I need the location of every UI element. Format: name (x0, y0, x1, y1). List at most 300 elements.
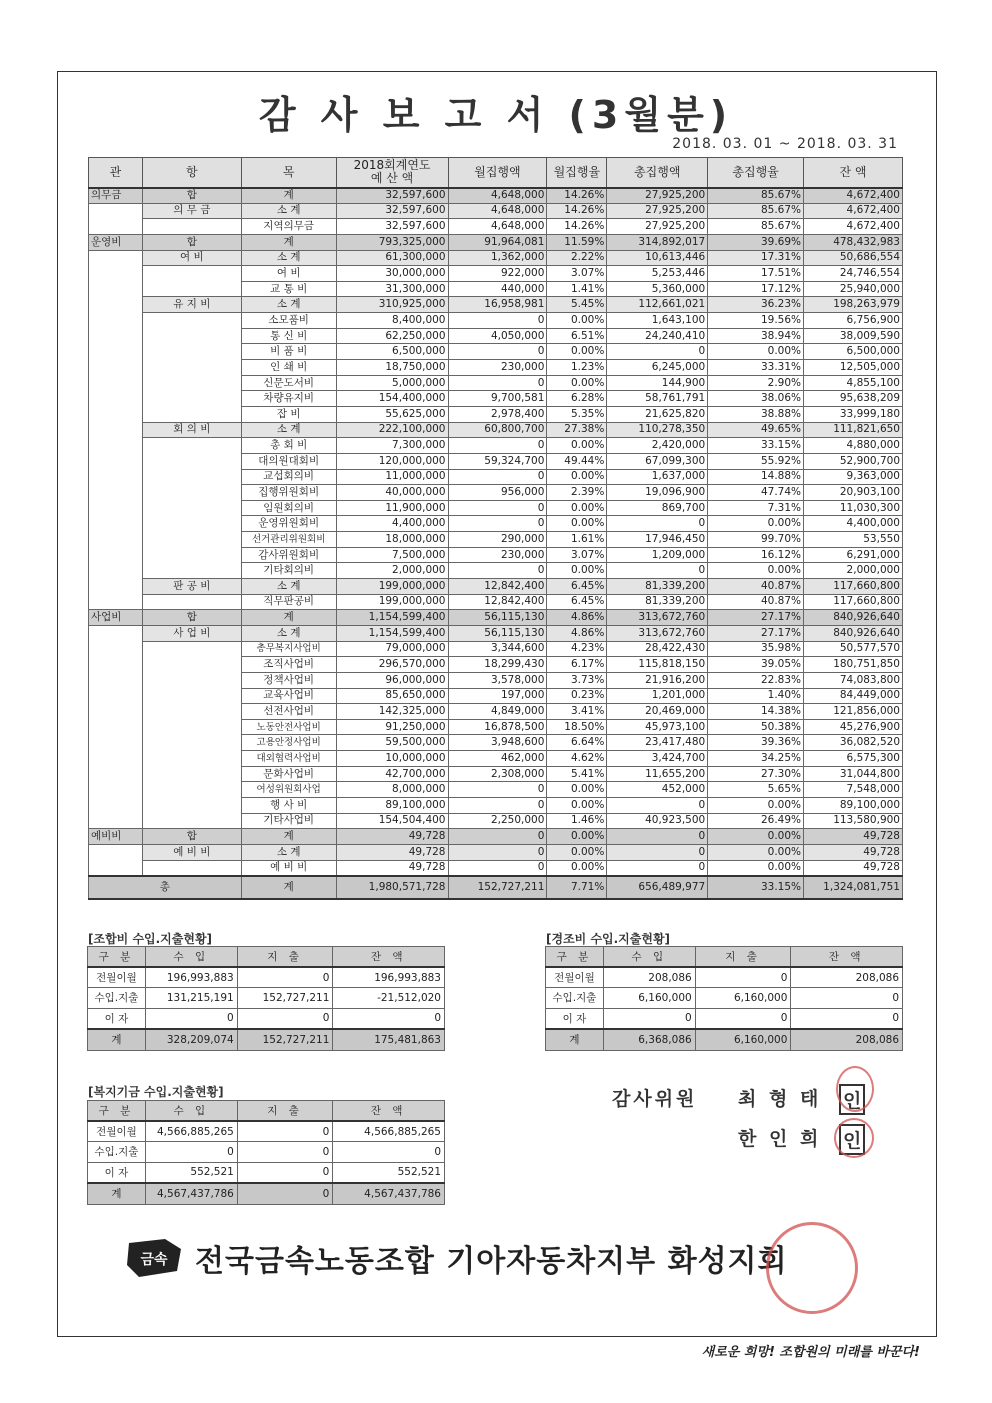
table-cell: 5.45% (547, 297, 607, 313)
table-cell: 2,000,000 (804, 563, 903, 579)
table-cell (89, 344, 143, 360)
table-cell: 16,878,500 (448, 719, 547, 735)
column-header: 수 입 (145, 1101, 237, 1122)
table-cell: 4,672,400 (804, 203, 903, 219)
table-cell (142, 219, 241, 235)
table-cell: 3,344,600 (448, 641, 547, 657)
table-cell: 소 계 (241, 422, 336, 438)
table-cell (89, 704, 143, 720)
table-cell: 84,449,000 (804, 688, 903, 704)
table-cell: 6,500,000 (804, 344, 903, 360)
table-cell: 7,500,000 (336, 547, 448, 563)
table-cell (89, 360, 143, 376)
table-cell: 예 비 비 (241, 860, 336, 876)
table-cell: 0 (448, 844, 547, 860)
table-cell: 49,728 (336, 829, 448, 845)
summary-cell: 552,521 (333, 1162, 445, 1183)
table-cell (142, 485, 241, 501)
table-cell (89, 813, 143, 829)
table-cell: 소 계 (241, 844, 336, 860)
table-cell: 38.94% (708, 328, 804, 344)
table-cell: 38,009,590 (804, 328, 903, 344)
table-cell: 67,099,300 (607, 453, 708, 469)
table-cell: 154,400,000 (336, 391, 448, 407)
table-cell: 11,655,200 (607, 766, 708, 782)
table-cell: 0.00% (547, 782, 607, 798)
table-cell: 5,253,446 (607, 266, 708, 282)
table-cell: 0.00% (708, 797, 804, 813)
column-header: 목 (241, 158, 336, 188)
table-cell: 소 계 (241, 203, 336, 219)
table-cell: 110,278,350 (607, 422, 708, 438)
table-cell (142, 704, 241, 720)
summary-cell: 전월이월 (88, 1121, 146, 1142)
table-cell: 지역의무금 (241, 219, 336, 235)
grand-total-cell: 33.15% (708, 876, 804, 899)
table-cell: 인 쇄 비 (241, 360, 336, 376)
table-cell: 91,250,000 (336, 719, 448, 735)
table-cell: 793,325,000 (336, 234, 448, 250)
table-cell (89, 860, 143, 876)
table-row (89, 657, 903, 673)
table-cell: 39.05% (708, 657, 804, 673)
table-cell: 계 (241, 610, 336, 626)
table-cell: 0.00% (708, 844, 804, 860)
table-row (89, 266, 903, 282)
table-cell: 36.23% (708, 297, 804, 313)
table-cell: 18,000,000 (336, 532, 448, 548)
table-cell: 대외협력사업비 (241, 751, 336, 767)
summary-cell: 208,086 (791, 967, 903, 988)
table-cell (142, 813, 241, 829)
summary-cell: 이 자 (88, 1162, 146, 1183)
summary-cell: 0 (237, 1121, 332, 1142)
table-cell: 11,030,300 (804, 500, 903, 516)
table-cell: 18.50% (547, 719, 607, 735)
table-cell: 26.49% (708, 813, 804, 829)
table-cell: 23,417,480 (607, 735, 708, 751)
table-cell: 113,580,900 (804, 813, 903, 829)
table-cell: 1,209,000 (607, 547, 708, 563)
table-cell (89, 469, 143, 485)
table-cell (142, 641, 241, 657)
union-logo-icon (125, 1237, 185, 1279)
table-cell: 0.00% (547, 313, 607, 329)
table-cell: 6,756,900 (804, 313, 903, 329)
summary-cell: 0 (237, 1142, 332, 1163)
table-row (89, 751, 903, 767)
table-cell: 계 (241, 188, 336, 204)
summary-cell: 0 (791, 988, 903, 1009)
table-cell: 0.00% (708, 860, 804, 876)
table-cell (142, 782, 241, 798)
condolence-title: [경조비 수입.지출현황] (546, 932, 671, 946)
table-cell (142, 860, 241, 876)
logo-text: 금속 (140, 1252, 168, 1268)
table-cell: 유 지 비 (142, 297, 241, 313)
table-cell: 440,000 (448, 281, 547, 297)
table-cell: 27.17% (708, 610, 804, 626)
table-cell: 40.87% (708, 579, 804, 595)
summary-cell: 0 (145, 1142, 237, 1163)
table-cell: 17.51% (708, 266, 804, 282)
table-cell: 0 (448, 313, 547, 329)
table-cell (89, 297, 143, 313)
table-cell (89, 406, 143, 422)
table-cell: 111,821,650 (804, 422, 903, 438)
table-cell: 여 비 (142, 250, 241, 266)
table-cell: 6.28% (547, 391, 607, 407)
table-cell: 4,855,100 (804, 375, 903, 391)
summary-cell: 0 (695, 1008, 791, 1029)
summary-row (88, 1162, 445, 1183)
summary-total-cell: 0 (237, 1183, 332, 1205)
table-cell: 4,672,400 (804, 219, 903, 235)
grand-total-cell: 152,727,211 (448, 876, 547, 899)
table-cell: 198,263,979 (804, 297, 903, 313)
table-cell: 49,728 (804, 844, 903, 860)
table-cell: 0.00% (547, 344, 607, 360)
table-cell: 32,597,600 (336, 219, 448, 235)
table-cell: 230,000 (448, 547, 547, 563)
table-cell (89, 797, 143, 813)
table-cell: 32,597,600 (336, 188, 448, 204)
table-cell: 총무복지사업비 (241, 641, 336, 657)
table-cell (142, 281, 241, 297)
summary-cell: 131,215,191 (145, 988, 237, 1009)
table-cell: 합 (142, 610, 241, 626)
table-cell: 14.26% (547, 203, 607, 219)
table-cell: 52,900,700 (804, 453, 903, 469)
table-cell: 112,661,021 (607, 297, 708, 313)
table-cell: 0 (607, 844, 708, 860)
table-cell: 462,000 (448, 751, 547, 767)
table-cell (142, 532, 241, 548)
table-cell: 27.17% (708, 625, 804, 641)
table-row (89, 203, 903, 219)
table-cell: 49.65% (708, 422, 804, 438)
table-cell: 1,154,599,400 (336, 625, 448, 641)
table-row (89, 344, 903, 360)
table-cell: 0.00% (547, 860, 607, 876)
table-cell: 2,308,000 (448, 766, 547, 782)
table-cell: 4,648,000 (448, 203, 547, 219)
table-cell: 452,000 (607, 782, 708, 798)
table-cell: 24,240,410 (607, 328, 708, 344)
column-header: 구 분 (88, 947, 146, 968)
table-cell: 4,648,000 (448, 188, 547, 204)
table-cell: 소모품비 (241, 313, 336, 329)
table-cell: 7.31% (708, 500, 804, 516)
red-seal-2-icon (834, 1118, 874, 1158)
column-header: 총집행액 (607, 158, 708, 188)
table-cell: 840,926,640 (804, 610, 903, 626)
table-cell: 62,250,000 (336, 328, 448, 344)
table-cell: 25,940,000 (804, 281, 903, 297)
grand-total-cell: 1,324,081,751 (804, 876, 903, 899)
table-row (89, 297, 903, 313)
table-cell: 49,728 (336, 860, 448, 876)
summary-cell: 0 (237, 1008, 333, 1029)
table-cell: 17.12% (708, 281, 804, 297)
table-cell: 4,880,000 (804, 438, 903, 454)
table-cell: 1,362,000 (448, 250, 547, 266)
table-row (89, 250, 903, 266)
table-cell: 6,291,000 (804, 547, 903, 563)
table-cell (89, 313, 143, 329)
table-row (89, 313, 903, 329)
table-cell: 4,648,000 (448, 219, 547, 235)
table-row (89, 188, 903, 204)
table-cell: 39.69% (708, 234, 804, 250)
table-cell: 집행위원회비 (241, 485, 336, 501)
table-cell: 신문도서비 (241, 375, 336, 391)
table-cell (142, 672, 241, 688)
table-cell: 12,842,400 (448, 579, 547, 595)
summary-cell: 0 (791, 1008, 903, 1029)
table-cell: 20,903,100 (804, 485, 903, 501)
table-cell: 0 (607, 516, 708, 532)
table-cell: 3.07% (547, 266, 607, 282)
table-cell (89, 281, 143, 297)
grand-total-label: 총 (89, 876, 242, 899)
table-cell: 18,750,000 (336, 360, 448, 376)
table-cell: 55,625,000 (336, 406, 448, 422)
table-cell: 합 (142, 234, 241, 250)
table-cell: 11,900,000 (336, 500, 448, 516)
table-cell: 정책사업비 (241, 672, 336, 688)
table-cell: 0 (607, 563, 708, 579)
table-cell (89, 594, 143, 610)
table-cell: 45,276,900 (804, 719, 903, 735)
table-cell: 53,550 (804, 532, 903, 548)
table-cell: 총 회 비 (241, 438, 336, 454)
table-cell: 24,746,554 (804, 266, 903, 282)
table-cell: 1.40% (708, 688, 804, 704)
table-cell: 0 (448, 797, 547, 813)
table-cell: 기타회의비 (241, 563, 336, 579)
table-cell: 선전사업비 (241, 704, 336, 720)
table-row (89, 844, 903, 860)
table-cell: 117,660,800 (804, 579, 903, 595)
table-cell: 55.92% (708, 453, 804, 469)
table-row (89, 829, 903, 845)
table-cell: 4.86% (547, 625, 607, 641)
table-cell: 7,548,000 (804, 782, 903, 798)
table-cell (142, 469, 241, 485)
table-cell: 39.36% (708, 735, 804, 751)
table-cell (89, 625, 143, 641)
table-cell (142, 453, 241, 469)
table-cell: 3.41% (547, 704, 607, 720)
summary-cell: 552,521 (145, 1162, 237, 1183)
summary-cell: -21,512,020 (333, 988, 445, 1009)
table-cell: 230,000 (448, 360, 547, 376)
column-header: 2018회계연도 예 산 액 (336, 158, 448, 188)
table-cell: 행 사 비 (241, 797, 336, 813)
table-cell (142, 344, 241, 360)
table-cell: 교섭회의비 (241, 469, 336, 485)
welfare-fund-table (87, 1100, 445, 1205)
table-cell: 2,978,400 (448, 406, 547, 422)
column-header: 구 분 (546, 947, 604, 968)
table-row (89, 422, 903, 438)
table-cell (89, 766, 143, 782)
red-seal-1-icon (836, 1066, 874, 1112)
table-row (89, 672, 903, 688)
table-cell (142, 328, 241, 344)
table-cell: 합 (142, 188, 241, 204)
table-cell (89, 688, 143, 704)
table-cell: 222,100,000 (336, 422, 448, 438)
summary-total-cell: 4,567,437,786 (145, 1183, 237, 1205)
table-cell: 17,946,450 (607, 532, 708, 548)
summary-cell: 수입.지출 (88, 988, 146, 1009)
table-cell: 4.23% (547, 641, 607, 657)
table-cell: 3.07% (547, 547, 607, 563)
column-header: 지 출 (237, 1101, 332, 1122)
table-cell: 계 (241, 829, 336, 845)
table-cell: 0 (607, 797, 708, 813)
summary-cell: 4,566,885,265 (145, 1121, 237, 1142)
table-row (89, 328, 903, 344)
table-cell: 50,686,554 (804, 250, 903, 266)
summary-total-cell: 계 (88, 1029, 146, 1051)
table-row (89, 547, 903, 563)
table-cell: 합 (142, 829, 241, 845)
table-cell: 여성위원회사업 (241, 782, 336, 798)
table-cell: 21,916,200 (607, 672, 708, 688)
table-row (89, 719, 903, 735)
table-row (89, 813, 903, 829)
summary-cell: 208,086 (603, 967, 695, 988)
table-cell: 27,925,200 (607, 219, 708, 235)
table-cell: 0 (448, 860, 547, 876)
table-row (89, 594, 903, 610)
summary-total-cell: 6,160,000 (695, 1029, 791, 1051)
table-cell: 의무금 (89, 188, 143, 204)
table-cell: 31,300,000 (336, 281, 448, 297)
table-row (89, 281, 903, 297)
table-cell: 840,926,640 (804, 625, 903, 641)
table-cell: 0 (607, 860, 708, 876)
table-cell: 33.31% (708, 360, 804, 376)
table-cell: 3,424,700 (607, 751, 708, 767)
table-cell: 199,000,000 (336, 594, 448, 610)
table-cell (89, 844, 143, 860)
table-cell: 6,500,000 (336, 344, 448, 360)
summary-cell: 0 (145, 1008, 237, 1029)
table-cell: 14.26% (547, 188, 607, 204)
table-cell (89, 719, 143, 735)
grand-total-cell: 7.71% (547, 876, 607, 899)
summary-cell: 수입.지출 (546, 988, 604, 1009)
table-cell: 2.22% (547, 250, 607, 266)
table-row (89, 375, 903, 391)
table-cell: 0 (607, 344, 708, 360)
table-cell: 10,000,000 (336, 751, 448, 767)
table-cell: 1.46% (547, 813, 607, 829)
table-cell (142, 751, 241, 767)
table-cell: 1.41% (547, 281, 607, 297)
table-cell: 0.00% (708, 344, 804, 360)
summary-cell: 이 자 (546, 1008, 604, 1029)
table-cell: 19.56% (708, 313, 804, 329)
table-cell: 0.00% (547, 844, 607, 860)
table-cell: 27,925,200 (607, 188, 708, 204)
table-cell: 6.51% (547, 328, 607, 344)
table-cell: 6.45% (547, 579, 607, 595)
column-header: 관 (89, 158, 143, 188)
table-cell: 선거관리위원회비 (241, 532, 336, 548)
column-header: 지 출 (237, 947, 333, 968)
table-cell: 30,000,000 (336, 266, 448, 282)
table-cell: 313,672,760 (607, 610, 708, 626)
table-cell: 9,363,000 (804, 469, 903, 485)
grand-total-label: 계 (241, 876, 336, 899)
table-cell: 19,096,900 (607, 485, 708, 501)
table-cell: 27,925,200 (607, 203, 708, 219)
table-cell: 7,300,000 (336, 438, 448, 454)
column-header: 월집행율 (547, 158, 607, 188)
slogan: 새로운 희망! 조합원의 미래를 바꾼다! (701, 1345, 920, 1360)
table-cell: 0.00% (547, 516, 607, 532)
table-cell: 4,050,000 (448, 328, 547, 344)
table-row (89, 797, 903, 813)
table-cell: 47.74% (708, 485, 804, 501)
table-cell: 58,761,791 (607, 391, 708, 407)
table-cell: 0 (448, 563, 547, 579)
table-cell: 5.35% (547, 406, 607, 422)
table-cell: 40,000,000 (336, 485, 448, 501)
summary-total-row (88, 1029, 445, 1051)
table-cell: 33,999,180 (804, 406, 903, 422)
summary-cell: 196,993,883 (145, 967, 237, 988)
table-row (89, 766, 903, 782)
summary-total-cell: 계 (546, 1029, 604, 1051)
table-cell: 197,000 (448, 688, 547, 704)
table-cell: 0 (448, 469, 547, 485)
table-cell: 27.38% (547, 422, 607, 438)
table-row (89, 219, 903, 235)
table-cell: 소 계 (241, 625, 336, 641)
table-row (89, 625, 903, 641)
table-cell (142, 516, 241, 532)
summary-cell: 196,993,883 (333, 967, 445, 988)
table-cell: 4.86% (547, 610, 607, 626)
table-cell: 115,818,150 (607, 657, 708, 673)
table-cell: 4.62% (547, 751, 607, 767)
table-cell: 296,570,000 (336, 657, 448, 673)
table-cell: 14.88% (708, 469, 804, 485)
table-cell: 14.38% (708, 704, 804, 720)
table-cell: 49,728 (804, 829, 903, 845)
table-cell (142, 375, 241, 391)
table-row (89, 516, 903, 532)
table-cell: 5.65% (708, 782, 804, 798)
table-cell: 16,958,981 (448, 297, 547, 313)
column-header: 항 (142, 158, 241, 188)
table-cell: 96,000,000 (336, 672, 448, 688)
table-cell: 35.98% (708, 641, 804, 657)
summary-total-cell: 계 (88, 1183, 146, 1205)
table-cell: 감사위원회비 (241, 547, 336, 563)
table-cell (89, 500, 143, 516)
summary-row (546, 967, 903, 988)
grand-total-cell: 656,489,977 (607, 876, 708, 899)
column-header: 잔 액 (333, 1101, 445, 1122)
table-cell (142, 735, 241, 751)
